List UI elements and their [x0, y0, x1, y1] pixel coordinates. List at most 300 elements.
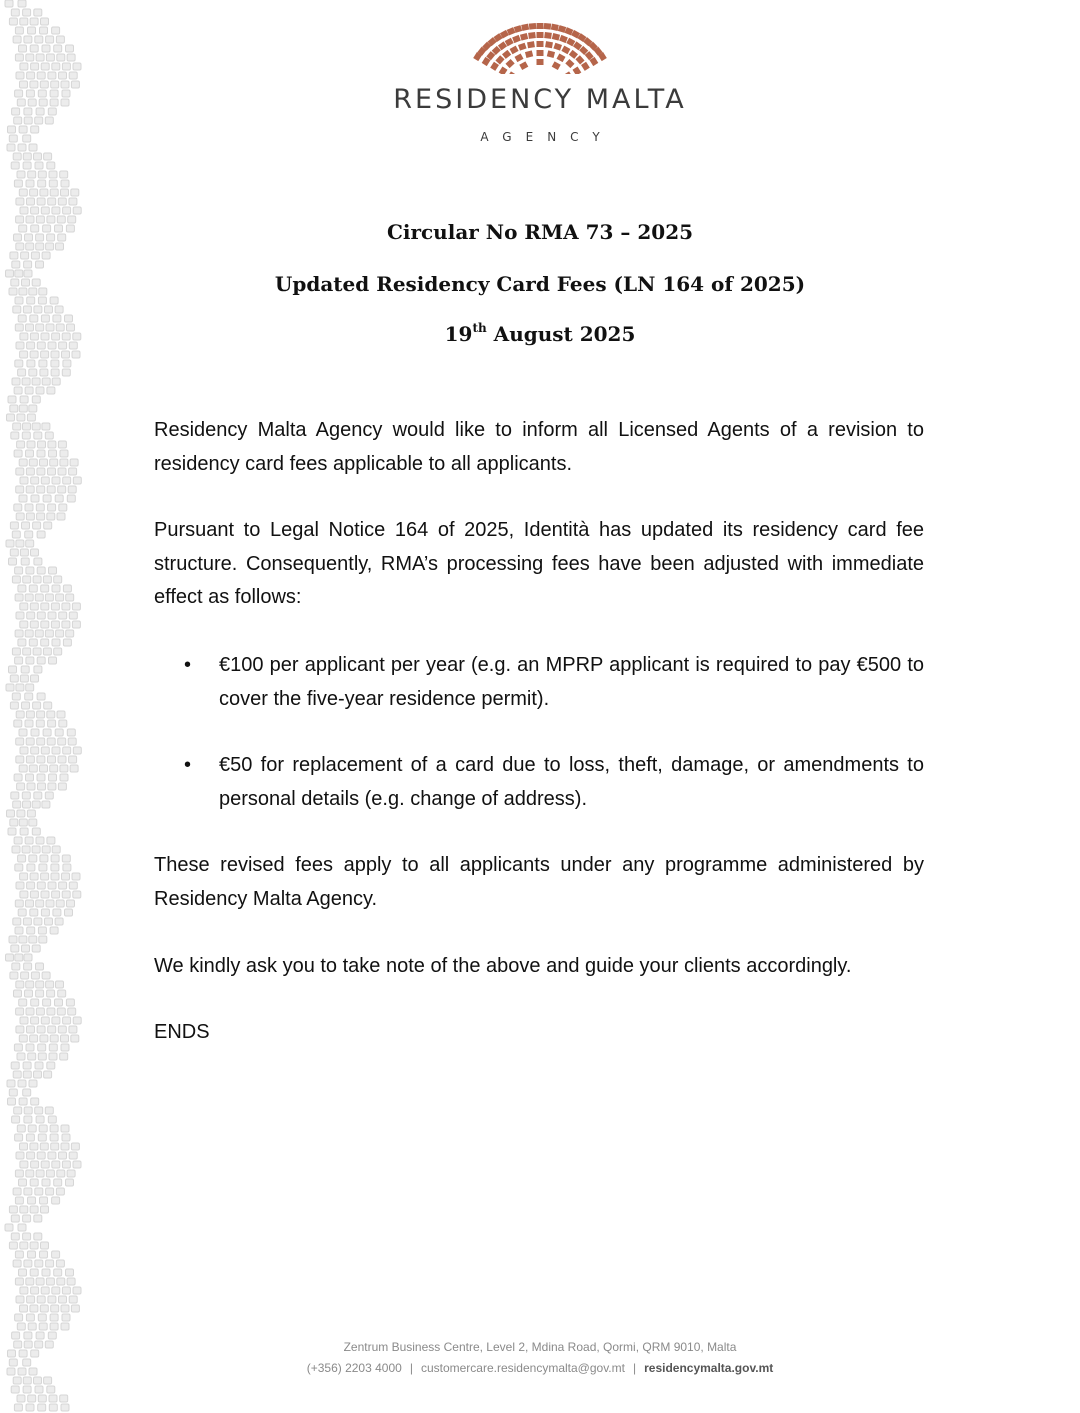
border-tile [9, 1242, 17, 1249]
border-tile [41, 477, 49, 484]
logo-tile [502, 50, 511, 59]
border-tile [16, 198, 24, 205]
border-tile [10, 702, 18, 709]
border-tile [56, 630, 64, 637]
border-tile [14, 1044, 22, 1051]
border-tile [19, 405, 27, 412]
date-rest: August 2025 [486, 322, 636, 346]
list-item [154, 749, 924, 816]
border-tile [48, 720, 56, 727]
border-tile [63, 360, 71, 367]
border-tile [52, 891, 60, 898]
border-tile [26, 1404, 34, 1411]
border-tile [38, 180, 46, 187]
logo-tile [537, 59, 544, 65]
border-tile [26, 684, 34, 691]
border-tile [26, 1008, 34, 1015]
border-tile [16, 711, 24, 718]
border-tile [48, 504, 56, 511]
closing-paragraph: We kindly ask you to take note of the above and guide your clients accordingly. [154, 955, 852, 977]
border-tile [36, 1278, 44, 1285]
border-tile [15, 927, 23, 934]
border-tile [5, 1224, 13, 1231]
border-tile [68, 1008, 76, 1015]
legal-notice-paragraph: Pursuant to Legal Notice 164 of 2025, Identità has updated its residency card fee structure. Consequently, RMA’s processing fees have been adjusted with immediate effect as follows: [154, 519, 924, 608]
border-tile [71, 189, 79, 196]
border-tile [10, 252, 18, 259]
logo-tile [518, 43, 527, 51]
border-tile [14, 387, 22, 394]
border-tile [43, 999, 51, 1006]
border-tile [73, 891, 81, 898]
border-tile [62, 63, 70, 70]
footer-email[interactable]: customercare.residencymalta@gov.mt [420, 1361, 625, 1375]
border-tile [30, 1143, 38, 1150]
border-tile [15, 54, 23, 61]
border-tile [17, 1125, 25, 1132]
logo-tile [551, 24, 559, 31]
border-tile [40, 1197, 48, 1204]
border-tile [31, 495, 39, 502]
border-tile [58, 738, 66, 745]
border-tile [20, 351, 28, 358]
border-tile [56, 243, 64, 250]
border-tile [62, 1161, 70, 1168]
logo-tile [547, 50, 555, 58]
border-tile [11, 1386, 19, 1393]
border-tile [72, 603, 80, 610]
border-tile [54, 1179, 62, 1186]
border-tile [18, 585, 26, 592]
border-tile [57, 54, 65, 61]
border-tile [52, 639, 60, 646]
border-tile [34, 558, 42, 565]
border-tile [58, 990, 66, 997]
border-tile [24, 963, 32, 970]
border-tile [7, 414, 15, 421]
border-tile [16, 468, 24, 475]
border-tile [19, 189, 27, 196]
border-tile [41, 63, 49, 70]
border-tile [26, 657, 34, 664]
border-tile [16, 1026, 24, 1033]
border-tile [61, 1305, 69, 1312]
border-tile [25, 531, 33, 538]
border-tile [35, 1188, 43, 1195]
border-tile [14, 1404, 22, 1411]
border-tile [52, 27, 60, 34]
border-tile [14, 504, 22, 511]
border-tile [56, 981, 64, 988]
border-tile [16, 486, 24, 493]
border-tile [30, 1305, 38, 1312]
border-tile [47, 1008, 55, 1015]
logo-tile [495, 55, 504, 64]
border-tile [52, 1287, 60, 1294]
border-tile [23, 576, 31, 583]
border-tile [61, 180, 69, 187]
border-tile [23, 423, 31, 430]
border-tile [6, 540, 14, 547]
border-tile [17, 1395, 25, 1402]
footer-phone: (+356) 2203 4000 [306, 1361, 402, 1375]
border-tile [50, 297, 58, 304]
border-tile [49, 1044, 57, 1051]
border-tile [37, 513, 45, 520]
footer-website[interactable]: residencymalta.gov.mt [644, 1361, 774, 1375]
border-tile [68, 486, 76, 493]
border-tile [24, 1332, 32, 1339]
border-tile [32, 945, 40, 952]
border-tile [18, 144, 26, 151]
border-tile [24, 1188, 32, 1195]
ends-marker: ENDS [154, 1021, 210, 1043]
border-tile [39, 1125, 47, 1132]
border-tile [29, 819, 37, 826]
border-tile [28, 171, 36, 178]
border-tile [15, 567, 23, 574]
border-tile [48, 198, 56, 205]
border-tile [30, 873, 38, 880]
border-tile [27, 360, 35, 367]
border-tile [13, 1260, 21, 1267]
border-tile [46, 1260, 54, 1267]
border-tile [31, 1098, 39, 1105]
border-tile [36, 900, 44, 907]
border-tile [46, 1278, 54, 1285]
border-tile [45, 117, 53, 124]
border-tile [29, 369, 37, 376]
border-tile [25, 693, 33, 700]
border-tile [30, 1242, 38, 1249]
border-tile [13, 153, 21, 160]
logo-tile [510, 46, 519, 55]
border-tile [31, 1161, 39, 1168]
border-tile [26, 711, 34, 718]
border-tile [56, 900, 64, 907]
border-tile [6, 684, 14, 691]
border-tile [69, 882, 77, 889]
border-tile [10, 819, 18, 826]
border-tile [12, 261, 20, 268]
intro-paragraph: Residency Malta Agency would like to inform all Licensed Agents of a revision to residency card fees applicable to all applicants. [154, 419, 924, 475]
border-tile [17, 171, 25, 178]
border-tile [31, 729, 39, 736]
border-tile [16, 1008, 24, 1015]
border-tile [38, 927, 46, 934]
border-tile [34, 1071, 42, 1078]
border-tile [5, 0, 13, 7]
bullet-icon: • [184, 754, 192, 776]
border-tile [31, 972, 39, 979]
border-tile [21, 666, 29, 673]
border-tile [42, 378, 50, 385]
border-tile [54, 1269, 62, 1276]
border-tile [60, 1053, 68, 1060]
logo-tile [537, 50, 544, 56]
border-tile [42, 423, 50, 430]
border-tile [41, 207, 49, 214]
border-tile [16, 738, 24, 745]
border-tile [30, 1035, 38, 1042]
border-tile [23, 1386, 31, 1393]
border-tile [36, 990, 44, 997]
border-tile [63, 1017, 71, 1024]
border-tile [58, 486, 66, 493]
border-tile [44, 153, 52, 160]
border-tile [20, 1161, 28, 1168]
border-tile [42, 45, 50, 52]
border-tile [12, 576, 20, 583]
border-tile [38, 1395, 46, 1402]
border-tile [32, 378, 40, 385]
border-tile [24, 1116, 32, 1123]
border-tile [14, 990, 22, 997]
border-tile [40, 1305, 48, 1312]
border-tile [31, 675, 39, 682]
border-tile [37, 711, 45, 718]
border-tile [56, 36, 64, 43]
border-tile [35, 162, 43, 169]
border-tile [26, 1170, 34, 1177]
date-day: 19 [444, 322, 473, 346]
border-tile [48, 1026, 56, 1033]
border-tile [72, 351, 80, 358]
border-tile [30, 621, 38, 628]
border-tile [15, 594, 23, 601]
border-tile [41, 1017, 49, 1024]
border-tile [51, 1143, 59, 1150]
border-tile [20, 477, 28, 484]
border-tile [40, 27, 48, 34]
border-tile [43, 576, 51, 583]
border-tile [41, 747, 49, 754]
border-tile [16, 72, 24, 79]
border-tile [51, 603, 59, 610]
border-tile [61, 1143, 69, 1150]
border-tile [22, 432, 30, 439]
border-tile [47, 1062, 55, 1069]
border-tile [72, 873, 80, 880]
border-tile [14, 837, 22, 844]
border-tile [8, 396, 16, 403]
border-tile [37, 567, 45, 574]
border-tile [73, 747, 81, 754]
border-tile [7, 144, 15, 151]
border-tile [53, 909, 61, 916]
border-tile [12, 963, 20, 970]
border-tile [45, 432, 53, 439]
border-tile [58, 198, 66, 205]
border-tile [45, 792, 53, 799]
brand-name: RESIDENCY MALTA [393, 84, 687, 115]
border-tile [59, 1296, 67, 1303]
border-tile [19, 765, 27, 772]
border-tile [16, 756, 24, 763]
border-tile [51, 621, 59, 628]
border-tile [22, 522, 30, 529]
border-tile [45, 1107, 53, 1114]
border-tile [41, 585, 49, 592]
border-tile [32, 396, 40, 403]
border-tile [12, 378, 20, 385]
border-tile [50, 1035, 58, 1042]
border-tile [27, 882, 35, 889]
border-tile [44, 522, 52, 529]
border-tile [52, 63, 60, 70]
border-tile [16, 540, 24, 547]
border-tile [18, 855, 26, 862]
border-tile [20, 1017, 28, 1024]
border-tile [59, 1152, 67, 1159]
border-tile [31, 63, 39, 70]
border-tile [31, 252, 39, 259]
border-tile [34, 1233, 42, 1240]
border-tile [58, 756, 66, 763]
border-tile [61, 1125, 69, 1132]
border-tile [55, 306, 63, 313]
border-tile [13, 801, 21, 808]
border-tile [19, 936, 27, 943]
logo-tile [521, 24, 529, 31]
border-tile [47, 162, 55, 169]
border-tile [60, 171, 68, 178]
border-tile [43, 729, 51, 736]
border-tile [29, 936, 37, 943]
border-tile [47, 513, 55, 520]
border-tile [9, 1089, 17, 1096]
logo-tile [490, 62, 499, 71]
border-tile [50, 1134, 58, 1141]
border-tile [51, 369, 59, 376]
border-tile [19, 495, 27, 502]
border-tile [49, 171, 57, 178]
border-tile [12, 693, 20, 700]
border-tile [51, 351, 59, 358]
border-tile [49, 774, 57, 781]
border-tile [35, 1386, 43, 1393]
logo-tile [552, 33, 560, 41]
border-tile [20, 747, 28, 754]
border-tile [37, 450, 45, 457]
logo-tile [581, 62, 590, 71]
border-tile [40, 189, 48, 196]
border-tile [30, 1206, 38, 1213]
border-tile [20, 1287, 28, 1294]
logo-tile [499, 67, 508, 74]
border-tile [35, 1260, 43, 1267]
border-tile [61, 189, 69, 196]
border-tile [71, 1305, 79, 1312]
border-tile [63, 477, 71, 484]
border-tile [46, 1188, 54, 1195]
border-tile [8, 1098, 16, 1105]
border-tile [62, 351, 70, 358]
border-tile [19, 45, 27, 52]
border-tile [38, 1404, 46, 1411]
border-tile [15, 27, 23, 34]
border-tile [50, 189, 58, 196]
border-tile [30, 45, 38, 52]
border-tile [27, 1026, 35, 1033]
border-tile [20, 207, 28, 214]
logo-tile [529, 23, 537, 30]
border-tile [38, 1314, 46, 1321]
border-tile [34, 792, 42, 799]
border-tile [26, 450, 34, 457]
border-tile [31, 549, 39, 556]
border-tile [18, 1080, 26, 1087]
logo-tile [505, 59, 514, 68]
border-tile [55, 918, 63, 925]
border-tile [51, 360, 59, 367]
border-tile [42, 801, 50, 808]
border-tile [73, 207, 81, 214]
border-tile [19, 1269, 27, 1276]
border-tile [63, 639, 71, 646]
border-tile [16, 1296, 24, 1303]
border-tile [52, 477, 60, 484]
border-tile [46, 1170, 54, 1177]
border-tile [47, 1386, 55, 1393]
border-tile [36, 54, 44, 61]
border-tile [69, 756, 77, 763]
border-tile [12, 846, 20, 853]
border-tile [20, 18, 28, 25]
border-tile [29, 639, 37, 646]
border-tile [27, 441, 35, 448]
border-tile [52, 585, 60, 592]
border-tile [48, 468, 56, 475]
border-tile [30, 603, 38, 610]
footer-address: Zentrum Business Centre, Level 2, Mdina Road, Qormi, QRM 9010, Malta [343, 1340, 737, 1354]
border-tile [47, 486, 55, 493]
border-tile [43, 495, 51, 502]
border-tile [20, 891, 28, 898]
border-tile [38, 297, 46, 304]
border-tile [23, 162, 31, 169]
brand-subtitle: AGENCY [480, 130, 614, 144]
border-tile [43, 648, 51, 655]
border-tile [58, 441, 66, 448]
border-tile [15, 630, 23, 637]
border-tile [48, 1296, 56, 1303]
border-tile [15, 360, 23, 367]
fee-bullet-list-1 [154, 649, 924, 716]
border-tile [50, 1125, 58, 1132]
border-tile [16, 684, 24, 691]
border-tile [71, 1143, 79, 1150]
bullet-icon: • [184, 654, 192, 676]
border-tile [44, 1071, 52, 1078]
border-tile [12, 648, 20, 655]
border-tile [19, 1179, 27, 1186]
logo-tile [527, 41, 535, 48]
border-tile [16, 1152, 24, 1159]
border-tile [58, 468, 66, 475]
border-tile [38, 783, 46, 790]
border-tile [48, 1116, 56, 1123]
logo-tile [537, 32, 544, 38]
border-tile [16, 513, 24, 520]
border-tile [36, 504, 44, 511]
border-tile [23, 801, 31, 808]
border-tile [48, 1152, 56, 1159]
border-tile [41, 891, 49, 898]
border-tile [49, 1395, 57, 1402]
border-tile [16, 981, 24, 988]
border-tile [72, 621, 80, 628]
